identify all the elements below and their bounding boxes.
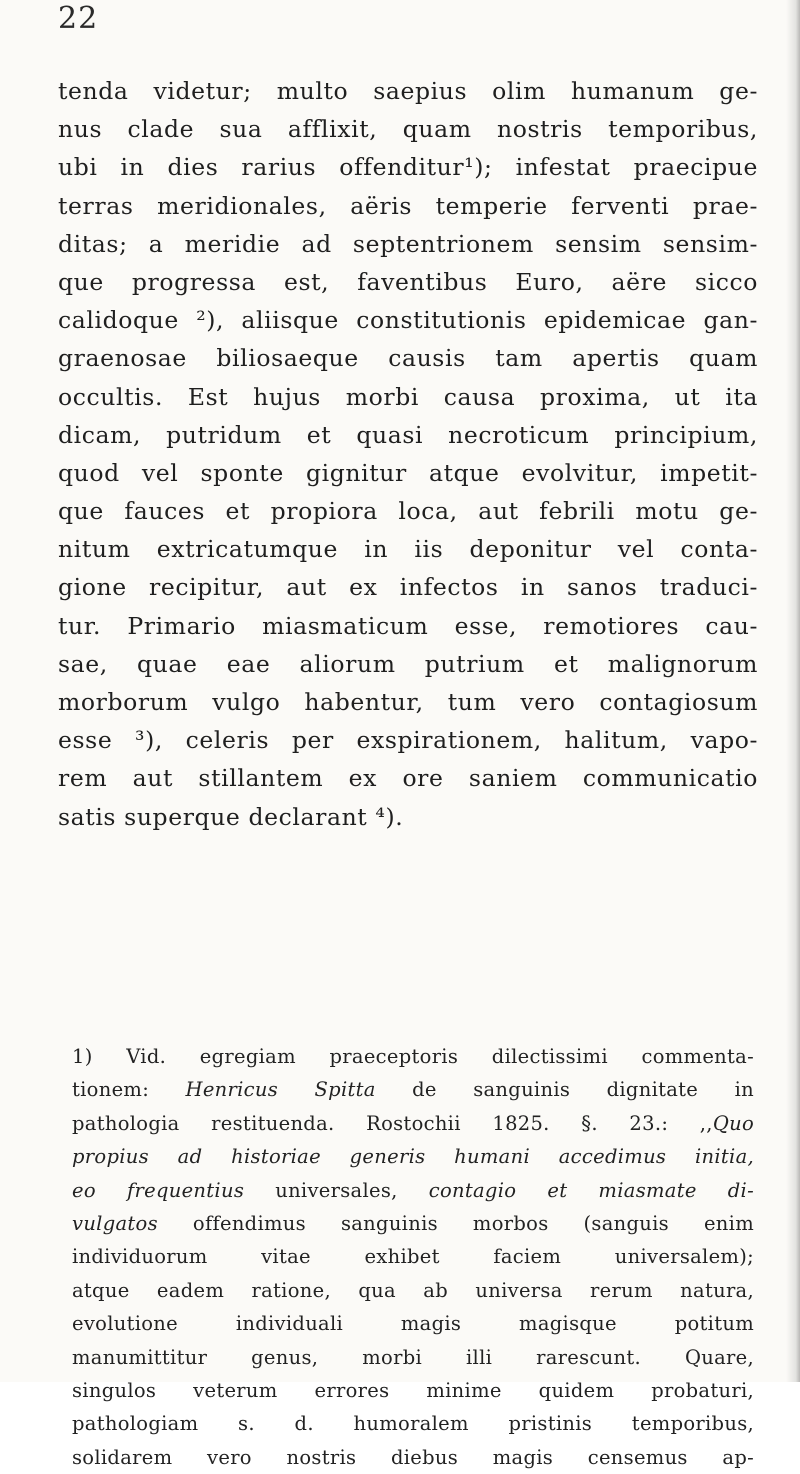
body-line: rem aut stillantem ex ore saniem communicatio [58, 764, 758, 793]
footnote-text: pathologia restituenda. Rostochii 1825. §. 23.: ,, [72, 1111, 713, 1135]
body-line: dicam, putridum et quasi necroticum principium, [58, 420, 758, 449]
footnote-line: individuorum vitae exhibet faciem universalem); [72, 1245, 754, 1269]
footnote-quote: contagio et miasmate di- [428, 1178, 754, 1202]
footnote-text: de sanguinis dignitate in [375, 1078, 754, 1102]
page-edge-shadow [786, 0, 800, 1382]
body-line: quod vel sponte gignitur atque evolvitur, impetit- [58, 458, 758, 487]
body-line: tenda videtur; multo saepius olim humanum ge- [58, 77, 758, 105]
footnote-line: atque eadem ratione, qua ab universa rerum natura, [72, 1278, 754, 1302]
body-line: que progressa est, faventibus Euro, aëre sicco [58, 267, 758, 296]
footnote-quote: vulgatos [72, 1211, 158, 1235]
footnote-line [72, 1207, 754, 1240]
footnote-line: solidarem vero nostris diebus magis censemus ap- [72, 1445, 754, 1469]
footnote-text: universales, [244, 1178, 429, 1202]
body-line-last: satis superque declarant ⁴). [58, 802, 404, 831]
main-text-block [58, 72, 758, 836]
footnote-line: 1) Vid. egregiam praeceptoris dilectissimi commenta- [72, 1045, 754, 1068]
footnote-line: manumittitur genus, morbi illi rarescunt. Quare, [72, 1345, 754, 1369]
footnote-line [72, 1174, 754, 1207]
footnote-author: Henricus Spitta [185, 1078, 376, 1102]
footnote-quote: eo frequentius [72, 1178, 245, 1202]
footnote-line: propius ad historiae generis humani accedimus initia, [72, 1145, 754, 1169]
body-line: ubi in dies rarius offenditur¹); infestat praecipue [58, 153, 758, 182]
body-line: nus clade sua afflixit, quam nostris temporibus, [58, 115, 758, 144]
footnote-text: offendimus sanguinis morbos (sanguis enim [157, 1211, 754, 1235]
body-line: nitum extricatumque in iis deponitur vel conta- [58, 535, 758, 564]
body-line: morborum vulgo habentur, tum vero contagiosum [58, 688, 758, 716]
body-line: calidoque ²), aliisque constitutionis epidemicae gan- [58, 306, 758, 335]
footnote-line: evolutione individuali magis magisque potitum [72, 1312, 754, 1336]
body-line: graenosae biliosaeque causis tam apertis quam [58, 344, 758, 373]
footnote-line [72, 1107, 754, 1140]
body-line: esse ³), celeris per exspirationem, halitum, vapo- [58, 726, 758, 755]
footnote-line [72, 1073, 754, 1106]
footnotes-block [72, 1040, 754, 1474]
body-line: occultis. Est hujus morbi causa proxima, ut ita [58, 382, 758, 411]
body-line: que fauces et propiora loca, aut febrili motu ge- [58, 497, 758, 526]
body-line: gione recipitur, aut ex infectos in sanos traduci- [58, 573, 758, 602]
body-line: sae, quae eae aliorum putrium et malignorum [58, 649, 758, 678]
footnote-line: singulos veterum errores minime quidem probaturi, [72, 1378, 754, 1402]
body-line: tur. Primario miasmaticum esse, remotiores cau- [58, 611, 758, 640]
page-number: 22 [58, 1, 99, 36]
footnote-text: tionem: [72, 1078, 186, 1102]
body-line: terras meridionales, aëris temperie ferventi prae- [58, 191, 758, 220]
footnote-line: pathologiam s. d. humoralem pristinis temporibus, [72, 1412, 754, 1436]
body-line: ditas; a meridie ad septentrionem sensim sensim- [58, 229, 758, 258]
footnote-quote: Quo [712, 1111, 754, 1135]
